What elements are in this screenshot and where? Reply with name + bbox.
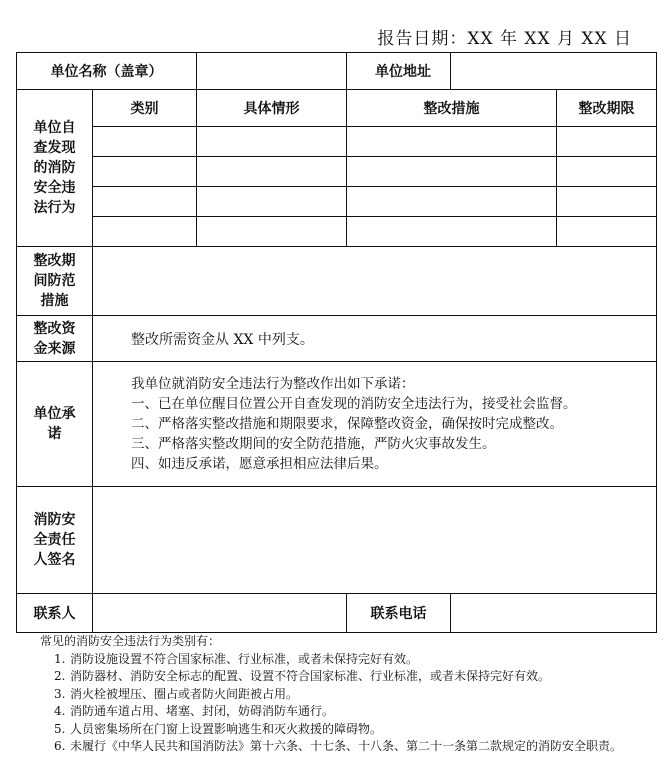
pledge-row [17,362,657,487]
funding-row [17,316,657,362]
table-row [17,157,657,187]
category-cell[interactable] [93,187,197,217]
list-item: 3. 消火栓被埋压、圈占或者防火间距被占用。 [54,686,299,701]
contact-phone-field[interactable] [451,594,657,633]
table-row [17,187,657,217]
category-cell[interactable] [93,157,197,187]
notes-section [40,633,630,756]
column-header-category: 类别 [93,90,197,127]
measures-cell[interactable] [347,187,557,217]
prevention-label: 整改期间防范措施 [17,247,93,316]
contact-row [17,594,657,633]
prevention-field[interactable] [93,247,657,316]
measures-cell[interactable] [347,127,557,157]
pledge-line: 我单位就消防安全违法行为整改作出如下承诺： [131,376,415,392]
column-header-details: 具体情形 [197,90,347,127]
list-item: 1. 消防设施设置不符合国家标准、行业标准，或者未保持完好有效。 [54,651,419,666]
violations-side-label: 单位自查发现的消防安全违法行为 [17,90,93,247]
unit-name-field[interactable] [197,53,347,90]
details-cell[interactable] [197,187,347,217]
list-item: 4. 消防通车道占用、堵塞、封闭，妨碍消防车通行。 [54,704,335,718]
measures-cell[interactable] [347,157,557,187]
rectification-form [16,52,657,633]
funding-field[interactable]: 整改所需资金从 XX 中列支。 [93,316,657,362]
signature-row [17,487,657,594]
deadline-cell[interactable] [557,217,657,247]
deadline-cell[interactable] [557,187,657,217]
pledge-line: 二、严格落实整改措施和期限要求，保障整改资金，确保按时完成整改。 [131,416,563,432]
details-cell[interactable] [197,127,347,157]
report-date: 报告日期：XX 年 XX 月 XX 日 [377,29,632,49]
contact-person-field[interactable] [93,594,347,633]
unit-name-label: 单位名称（盖章） [17,53,197,90]
notes-intro: 常见的消防安全违法行为类别有： [40,634,221,648]
contact-person-label: 联系人 [17,594,93,633]
table-row [17,127,657,157]
deadline-cell[interactable] [557,127,657,157]
prevention-row [17,247,657,316]
header-row [17,53,657,90]
measures-cell[interactable] [347,217,557,247]
contact-phone-label: 联系电话 [347,594,451,633]
violations-header-row [17,90,657,127]
signature-label: 消防安全责任人签名 [17,487,93,594]
list-item: 6. 未履行《中华人民共和国消防法》第十六条、十七条、十八条、第二十一条第二款规定的消防安全职责。 [54,739,623,753]
pledge-line: 四、如违反承诺，愿意承担相应法律后果。 [131,456,388,472]
table-row [17,217,657,247]
pledge-text [93,362,657,487]
pledge-line: 一、已在单位醒目位置公开自查发现的消防安全违法行为，接受社会监督。 [131,396,577,412]
list-item: 5. 人员密集场所在门窗上设置影响逃生和灭火救援的障碍物。 [54,721,383,736]
category-cell[interactable] [93,217,197,247]
list-item: 2. 消防器材、消防安全标志的配置、设置不符合国家标准、行业标准，或者未保持完好有效。 [54,669,551,683]
unit-address-label: 单位地址 [347,53,451,90]
deadline-cell[interactable] [557,157,657,187]
signature-field[interactable] [93,487,657,594]
unit-address-field[interactable] [451,53,657,90]
column-header-deadline: 整改期限 [557,90,657,127]
pledge-line: 三、严格落实整改期间的安全防范措施，严防火灾事故发生。 [131,436,496,452]
column-header-measures: 整改措施 [347,90,557,127]
category-cell[interactable] [93,127,197,157]
details-cell[interactable] [197,217,347,247]
pledge-label: 单位承诺 [17,362,93,487]
funding-label: 整改资金来源 [17,316,93,362]
details-cell[interactable] [197,157,347,187]
